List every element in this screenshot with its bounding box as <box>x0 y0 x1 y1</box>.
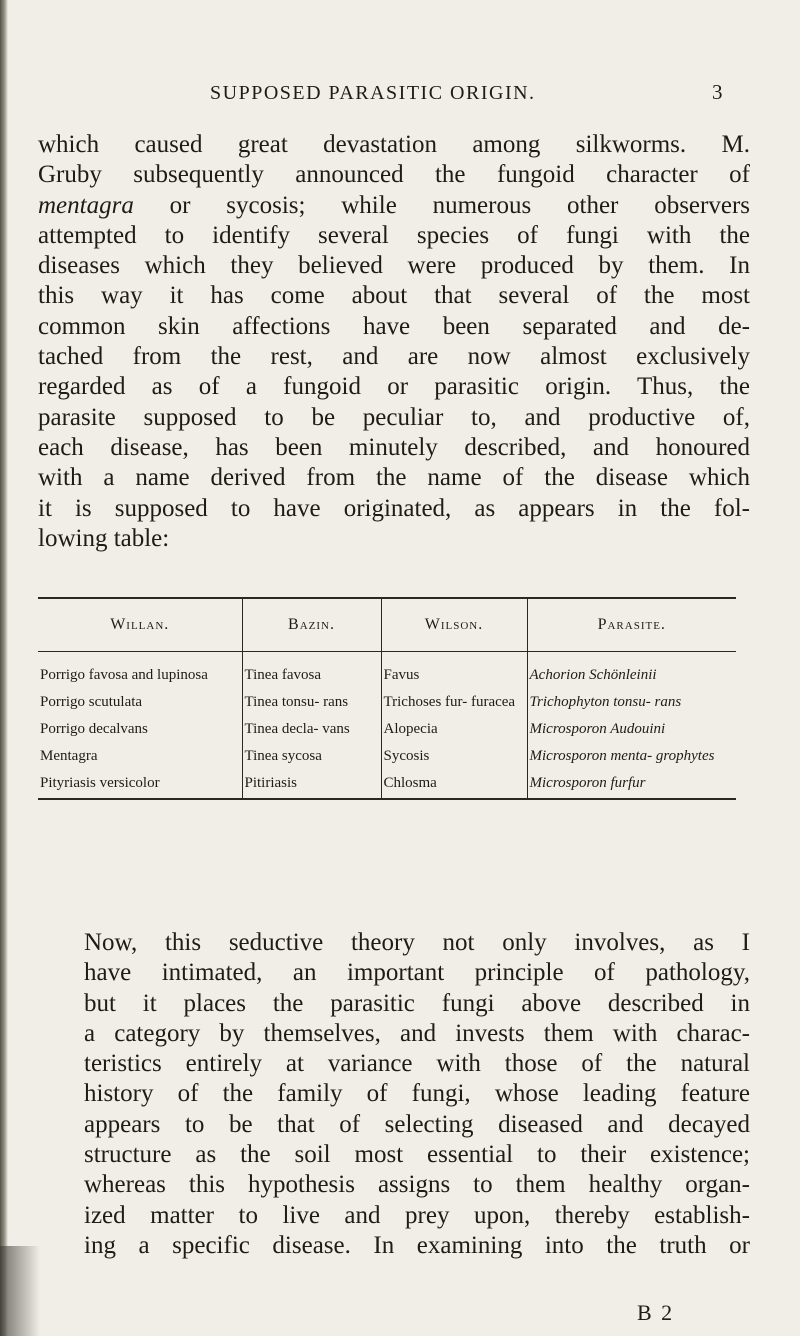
italic-term: mentagra <box>38 191 134 219</box>
text-line: a category by themselves, and invests them with charac- <box>84 1019 750 1047</box>
text-line: teristics entirely at variance with those of the natural <box>84 1050 750 1078</box>
running-title: SUPPOSED PARASITIC ORIGIN. <box>210 82 536 104</box>
page-corner-shadow <box>0 1246 40 1336</box>
page-header <box>0 78 800 108</box>
text-line: which caused great devastation among silkworms. M. <box>38 131 750 158</box>
text-line: lowing table: <box>38 524 170 552</box>
text-line: history of the family of fungi, whose leading feature <box>84 1080 750 1108</box>
table-cell: Trichophyton tonsu- rans <box>527 690 736 717</box>
table-cell: Porrigo favosa and lupinosa <box>40 667 208 683</box>
text-line: tached from the rest, and are now almost exclusively <box>38 343 750 371</box>
text-line: it is supposed to have originated, as appears in the fol- <box>38 494 750 522</box>
table-cell: Microsporon menta- grophytes <box>527 744 736 771</box>
page-edge-shadow <box>0 0 8 1336</box>
text-line: each disease, has been minutely described, and honoured <box>38 433 750 461</box>
table-cell: Porrigo scutulata <box>40 694 143 710</box>
table-row <box>38 690 736 717</box>
table-cell: Tinea tonsu- rans <box>242 690 381 717</box>
text-line: whereas this hypothesis assigns to them healthy organ- <box>84 1171 750 1199</box>
table-row <box>38 771 736 799</box>
table-cell: Porrigo decalvans <box>40 721 148 737</box>
paragraph-1 <box>38 130 750 554</box>
table-cell: Pityriasis versicolor <box>40 775 160 791</box>
page-number: 3 <box>712 80 723 104</box>
table-cell: Tinea sycosa <box>242 744 381 771</box>
column-header-parasite: Parasite. <box>527 598 736 652</box>
table-cell: Tinea favosa <box>242 652 381 691</box>
table-cell: Microsporon furfur <box>527 771 736 799</box>
text-line: have intimated, an important principle of pathology, <box>84 959 750 987</box>
table-cell: Pitiriasis <box>242 771 381 799</box>
column-header-bazin: Bazin. <box>242 598 381 652</box>
text-line: structure as the soil most essential to their existence; <box>84 1141 750 1169</box>
table-cell: Mentagra <box>40 748 98 764</box>
table-cell: Microsporon Audouini <box>527 717 736 744</box>
text-line: diseases which they believed were produced by them. In <box>38 252 750 280</box>
synonym-table-container <box>38 597 736 917</box>
text-line: ing a specific disease. In examining into the truth or <box>84 1231 750 1259</box>
table-header-row <box>38 598 736 652</box>
text-line: Now, this seductive theory not only involves, as I <box>84 929 750 956</box>
text-line: but it places the parasitic fungi above described in <box>84 989 750 1017</box>
table-cell: Favus <box>381 652 527 691</box>
table-row <box>38 652 736 691</box>
text-line: this way it has come about that several of the most <box>38 282 750 310</box>
table-cell: Trichoses fur- furacea <box>381 690 527 717</box>
text-line: mentagra or sycosis; while numerous other observers <box>38 191 750 219</box>
synonym-table <box>38 597 736 800</box>
text-line: Gruby subsequently announced the fungoid character of <box>38 161 750 189</box>
text-line: attempted to identify several species of fungi with the <box>38 221 750 249</box>
paragraph-2 <box>38 928 750 1261</box>
table-cell: Sycosis <box>381 744 527 771</box>
table-cell: Achorion Schönleinii <box>527 652 736 691</box>
text-line: parasite supposed to be peculiar to, and productive of, <box>38 403 750 431</box>
text-line: ized matter to live and prey upon, thereby establish- <box>84 1201 750 1229</box>
table-cell: Tinea decla- vans <box>242 717 381 744</box>
table-row <box>38 744 736 771</box>
text-line: with a name derived from the name of the disease which <box>38 464 750 492</box>
text-line: common skin affections have been separated and de- <box>38 312 750 340</box>
text-line: regarded as of a fungoid or parasitic origin. Thus, the <box>38 373 750 401</box>
text-line: appears to be that of selecting diseased and decayed <box>84 1110 750 1138</box>
table-cell: Chlosma <box>381 771 527 799</box>
column-header-willan: Willan. <box>38 598 242 652</box>
signature-mark: B 2 <box>637 1300 675 1325</box>
column-header-wilson: Wilson. <box>381 598 527 652</box>
table-cell: Alopecia <box>381 717 527 744</box>
table-row <box>38 717 736 744</box>
